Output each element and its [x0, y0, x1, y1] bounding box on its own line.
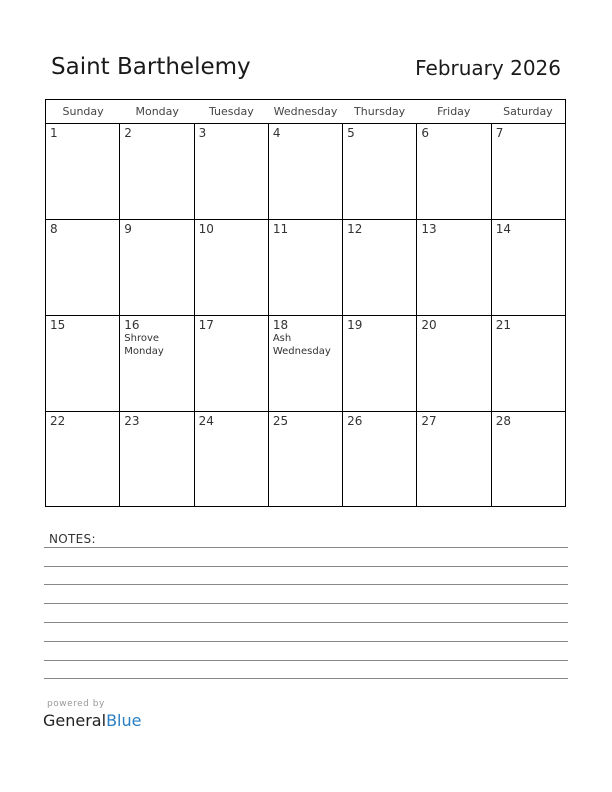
day-cell[interactable] — [417, 124, 491, 219]
day-cell[interactable] — [46, 316, 120, 411]
day-cell[interactable] — [120, 412, 194, 507]
notes-line — [44, 566, 568, 567]
day-cell[interactable] — [46, 124, 120, 219]
day-number: 12 — [347, 222, 363, 236]
day-cell[interactable] — [269, 316, 343, 411]
day-cell[interactable] — [269, 412, 343, 507]
notes-line — [44, 603, 568, 604]
calendar-title: Saint Barthelemy — [51, 54, 251, 80]
brand-logo[interactable] — [43, 711, 141, 730]
weekday-thursday: Thursday — [354, 105, 406, 118]
day-number: 7 — [495, 126, 504, 140]
day-number: 19 — [347, 318, 363, 332]
day-number: 17 — [198, 318, 214, 332]
day-number: 14 — [495, 222, 511, 236]
day-number: 18 — [272, 318, 289, 332]
holiday-label: Ash — [272, 333, 292, 344]
day-cell[interactable] — [195, 412, 269, 507]
day-cell[interactable] — [343, 316, 417, 411]
weekday-monday: Monday — [135, 105, 179, 118]
day-number: 23 — [124, 414, 140, 428]
day-cell[interactable] — [120, 124, 194, 219]
weekday-sunday: Sunday — [62, 105, 104, 118]
day-number: 15 — [50, 318, 66, 332]
holiday-label: Shrove — [124, 333, 160, 344]
holiday-label: Wednesday — [272, 346, 331, 357]
day-number: 24 — [198, 414, 214, 428]
week-row — [46, 316, 565, 412]
powered-by-text: powered by — [47, 699, 105, 709]
week-row — [46, 412, 565, 507]
weekday-header-row — [46, 100, 565, 124]
day-cell[interactable] — [417, 412, 491, 507]
calendar-grid — [45, 99, 566, 507]
day-number: 6 — [421, 126, 430, 140]
day-cell[interactable] — [417, 316, 491, 411]
notes-line — [44, 641, 568, 642]
day-cell[interactable] — [492, 124, 565, 219]
day-number: 13 — [421, 222, 437, 236]
day-cell[interactable] — [195, 316, 269, 411]
notes-line — [44, 622, 568, 623]
week-row — [46, 124, 565, 220]
day-cell[interactable] — [492, 220, 565, 315]
day-number: 10 — [198, 222, 214, 236]
day-number: 5 — [347, 126, 355, 140]
day-cell[interactable] — [269, 124, 343, 219]
brand-part-general: General — [43, 711, 107, 730]
notes-line — [44, 660, 568, 661]
day-cell[interactable] — [195, 220, 269, 315]
day-cell[interactable] — [195, 124, 269, 219]
day-cell[interactable] — [343, 220, 417, 315]
day-number: 27 — [421, 414, 437, 428]
week-row — [46, 220, 565, 316]
weekday-tuesday: Tuesday — [208, 105, 254, 118]
notes-label: NOTES: — [49, 532, 96, 546]
day-number: 9 — [124, 222, 132, 236]
day-cell[interactable] — [343, 412, 417, 507]
day-number: 4 — [272, 126, 281, 140]
weekday-wednesday: Wednesday — [273, 105, 338, 118]
day-number: 8 — [50, 222, 58, 236]
calendar-month: February 2026 — [415, 56, 561, 80]
day-cell[interactable] — [343, 124, 417, 219]
day-cell[interactable] — [120, 220, 194, 315]
holiday-label: Monday — [124, 346, 164, 357]
weekday-friday: Friday — [437, 105, 471, 118]
notes-line — [44, 584, 568, 585]
day-number: 20 — [421, 318, 437, 332]
day-number: 22 — [50, 414, 66, 428]
day-number: 21 — [495, 318, 511, 332]
day-cell[interactable] — [492, 412, 565, 507]
day-number: 11 — [272, 222, 289, 236]
day-cell[interactable] — [492, 316, 565, 411]
day-number: 1 — [50, 126, 58, 140]
day-number: 16 — [124, 318, 140, 332]
day-cell[interactable] — [46, 412, 120, 507]
day-number: 26 — [347, 414, 363, 428]
day-number: 3 — [198, 126, 207, 140]
day-number: 2 — [124, 126, 132, 140]
notes-line — [44, 678, 568, 679]
day-cell[interactable] — [269, 220, 343, 315]
day-number: 25 — [272, 414, 289, 428]
day-cell[interactable] — [46, 220, 120, 315]
notes-line — [44, 547, 568, 548]
day-cell[interactable] — [417, 220, 491, 315]
day-number: 28 — [495, 414, 511, 428]
brand-part-blue: Blue — [106, 711, 142, 730]
day-cell[interactable] — [120, 316, 194, 411]
weekday-saturday: Saturday — [503, 105, 553, 118]
